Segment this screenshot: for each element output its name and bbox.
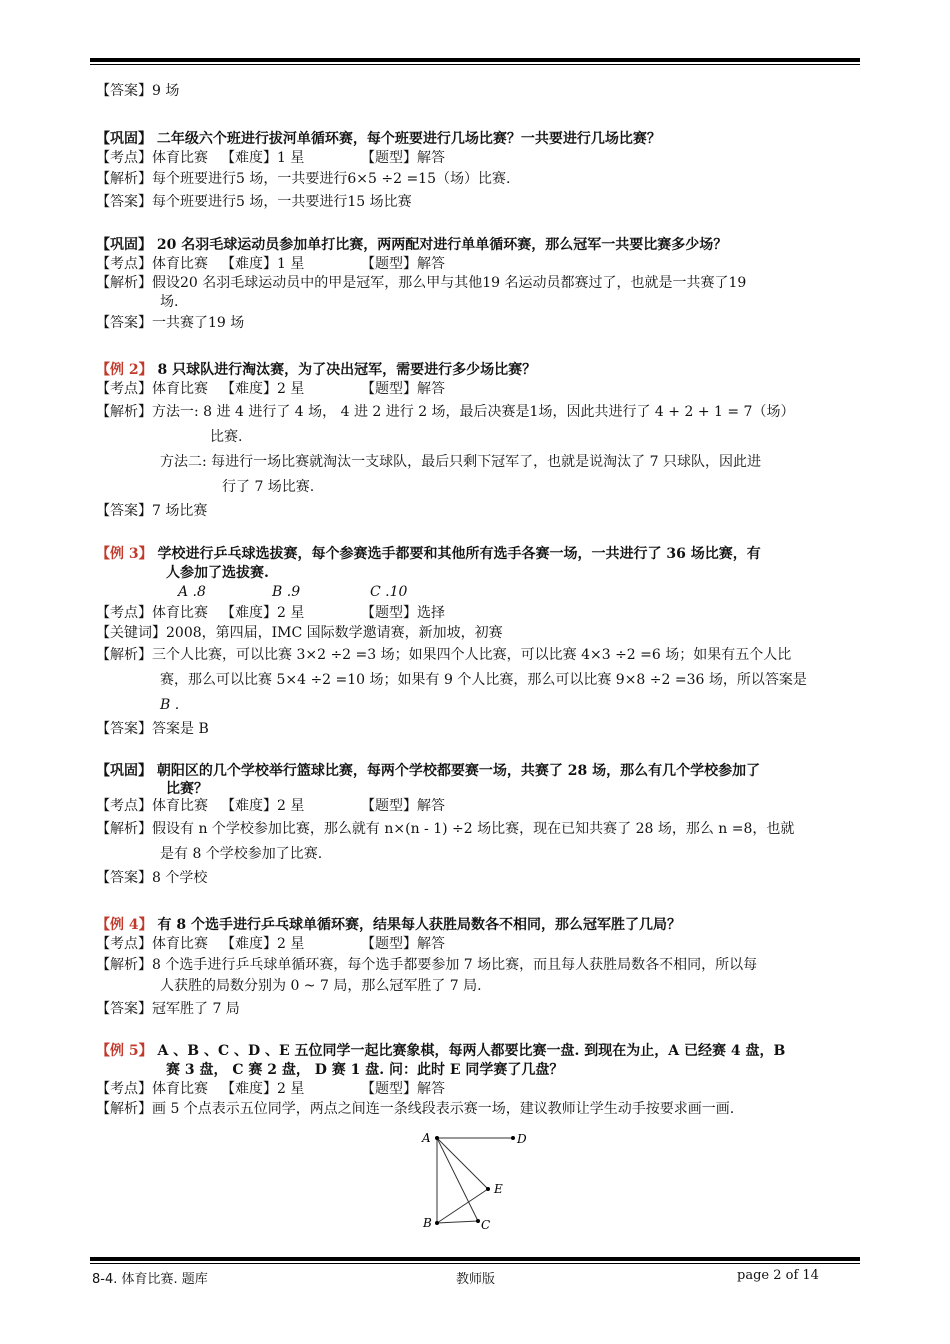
nandu: 【难度】2 星 (221, 381, 305, 397)
analysis-line-cont: 行了 7 场比赛. (222, 479, 315, 495)
analysis-line-cont: B . (160, 697, 180, 713)
example-tag: 【例 4】 (96, 917, 153, 933)
meta-row (96, 797, 445, 815)
question-gonggu-3: 【巩固】 朝阳区的几个学校举行篮球比赛，每两个学校都要赛一场，共赛了 28 场，那么有几个学校参加了 (96, 763, 761, 779)
analysis-line: 【解析】画 5 个点表示五位同学，两点之间连一条线段表示赛一场，建议教师让学生动手按要求画一画. (96, 1101, 735, 1117)
analysis-line-cont: 场. (160, 294, 179, 310)
match-graph-diagram (410, 1125, 540, 1235)
nandu: 【难度】2 星 (221, 605, 305, 621)
meta-row (96, 935, 445, 953)
nandu: 【难度】1 星 (221, 256, 305, 272)
option-c: C .10 (370, 584, 408, 600)
question-example-3 (96, 545, 761, 563)
analysis-line-cont: 比赛. (210, 429, 243, 445)
footer-title: 8-4. 体育比赛. 题库 (92, 1272, 208, 1287)
question-gonggu-1: 【巩固】 二年级六个班进行拔河单循环赛，每个班要进行几场比赛？一共要进行几场比赛？ (96, 131, 661, 147)
label-c: C (481, 1218, 491, 1232)
tixing: 【题型】解答 (361, 1081, 445, 1097)
tixing: 【题型】解答 (361, 150, 445, 166)
label-a: A (422, 1131, 431, 1145)
question-text: 8 只球队进行淘汰赛，为了决出冠军，需要进行多少场比赛？ (152, 362, 537, 378)
answer-line: 【答案】每个班要进行5 场，一共要进行15 场比赛 (96, 194, 412, 210)
question-example-4 (96, 916, 681, 934)
question-text-cont: 赛 3 盘， C 赛 2 盘， D 赛 1 盘. 问：此时 E 同学赛了几盘？ (166, 1062, 564, 1078)
keywords-line: 【关键词】2008，第四届，IMC 国际数学邀请赛，新加坡，初赛 (96, 625, 503, 641)
nandu: 【难度】2 星 (221, 798, 305, 814)
question-text-cont: 比赛？ (166, 781, 208, 797)
analysis-line-cont: 赛，那么可以比赛 5×4 ÷2 =10 场；如果有 9 个人比赛，那么可以比赛 9×8 ÷2 =36 场，所以答案是 (160, 672, 807, 688)
tixing: 【题型】解答 (361, 256, 445, 272)
tixing: 【题型】解答 (361, 381, 445, 397)
nandu: 【难度】2 星 (221, 936, 305, 952)
bottom-rule-thin (90, 1263, 860, 1264)
analysis-line: 【解析】方法一: 8 进 4 进行了 4 场， 4 进 2 进行 2 场，最后决赛是1场，因此共进行了 4 + 2 + 1 = 7（场） (96, 404, 795, 420)
nandu: 【难度】2 星 (221, 1081, 305, 1097)
point-c (476, 1219, 480, 1223)
answer-line: 【答案】一共赛了19 场 (96, 315, 245, 331)
edge-a-e (437, 1138, 488, 1189)
label-b: B (423, 1216, 432, 1230)
point-e (486, 1187, 490, 1191)
option-b: B .9 (272, 584, 301, 600)
edge-b-c (437, 1221, 478, 1223)
meta-row (96, 380, 445, 398)
kaodian: 【考点】体育比赛 (96, 381, 208, 397)
question-text-cont: 人参加了选拔赛. (166, 565, 269, 581)
tixing: 【题型】解答 (361, 798, 445, 814)
meta-row (96, 255, 445, 273)
option-a: A .8 (178, 584, 206, 600)
analysis-line: 【解析】三个人比赛，可以比赛 3×2 ÷2 =3 场；如果四个人比赛，可以比赛 4×3 ÷2 =6 场；如果有五个人比 (96, 647, 792, 663)
analysis-line-cont: 方法二: 每进行一场比赛就淘汰一支球队，最后只剩下冠军了，也就是说淘汰了 7 只球队，因此进 (160, 454, 761, 470)
nandu: 【难度】1 星 (221, 150, 305, 166)
label-d: D (517, 1132, 527, 1146)
analysis-line-cont: 是有 8 个学校参加了比赛. (160, 846, 323, 862)
meta-row (96, 149, 445, 167)
tixing: 【题型】选择 (361, 605, 445, 621)
label-e: E (494, 1182, 503, 1196)
kaodian: 【考点】体育比赛 (96, 798, 208, 814)
question-text: 学校进行乒乓球选拔赛，每个参赛选手都要和其他所有选手各赛一场，一共进行了 36 场比赛，有 (152, 546, 761, 562)
answer-line: 【答案】7 场比赛 (96, 503, 208, 519)
top-rule (90, 58, 860, 62)
point-b (435, 1221, 439, 1225)
top-rule-thin (90, 64, 860, 65)
footer-edition: 教师版 (456, 1272, 496, 1287)
answer-line: 【答案】9 场 (96, 83, 180, 99)
kaodian: 【考点】体育比赛 (96, 256, 208, 272)
kaodian: 【考点】体育比赛 (96, 1081, 208, 1097)
question-text: 有 8 个选手进行乒乓球单循环赛，结果每人获胜局数各不相同，那么冠军胜了几局？ (152, 917, 681, 933)
answer-line: 【答案】8 个学校 (96, 870, 208, 886)
point-d (511, 1136, 515, 1140)
analysis-line: 【解析】假设20 名羽毛球运动员中的甲是冠军，那么甲与其他19 名运动员都赛过了，也就是一共赛了19 (96, 275, 747, 291)
analysis-line-cont: 人获胜的局数分别为 0 ~ 7 局，那么冠军胜了 7 局. (160, 978, 482, 994)
answer-line: 【答案】冠军胜了 7 局 (96, 1001, 240, 1017)
bottom-rule (90, 1257, 860, 1261)
edge-a-c (437, 1138, 478, 1221)
question-example-2 (96, 361, 536, 379)
kaodian: 【考点】体育比赛 (96, 605, 208, 621)
example-tag: 【例 3】 (96, 546, 153, 562)
question-example-5 (96, 1042, 785, 1060)
question-gonggu-2: 【巩固】 20 名羽毛球运动员参加单打比赛，两两配对进行单单循环赛，那么冠军一共要比赛多少场？ (96, 237, 728, 253)
example-tag: 【例 5】 (96, 1043, 153, 1059)
analysis-line: 【解析】假设有 n 个学校参加比赛，那么就有 n×(n - 1) ÷2 场比赛，现在已知共赛了 28 场，那么 n =8，也就 (96, 821, 795, 837)
example-tag: 【例 2】 (96, 362, 153, 378)
point-a (435, 1136, 439, 1140)
meta-row (96, 604, 445, 622)
tixing: 【题型】解答 (361, 936, 445, 952)
analysis-line: 【解析】每个班要进行5 场，一共要进行6×5 ÷2 =15（场）比赛. (96, 171, 511, 187)
footer-page-number: page 2 of 14 (737, 1268, 819, 1283)
kaodian: 【考点】体育比赛 (96, 936, 208, 952)
analysis-line: 【解析】8 个选手进行乒乓球单循环赛，每个选手都要参加 7 场比赛，而且每人获胜局数各不相同，所以每 (96, 957, 758, 973)
answer-line: 【答案】答案是 B (96, 721, 209, 737)
kaodian: 【考点】体育比赛 (96, 150, 208, 166)
question-text: A 、B 、C 、D 、E 五位同学一起比赛象棋，每两人都要比赛一盘. 到现在为止，A 已经赛 4 盘，B (152, 1043, 786, 1059)
meta-row (96, 1080, 445, 1098)
